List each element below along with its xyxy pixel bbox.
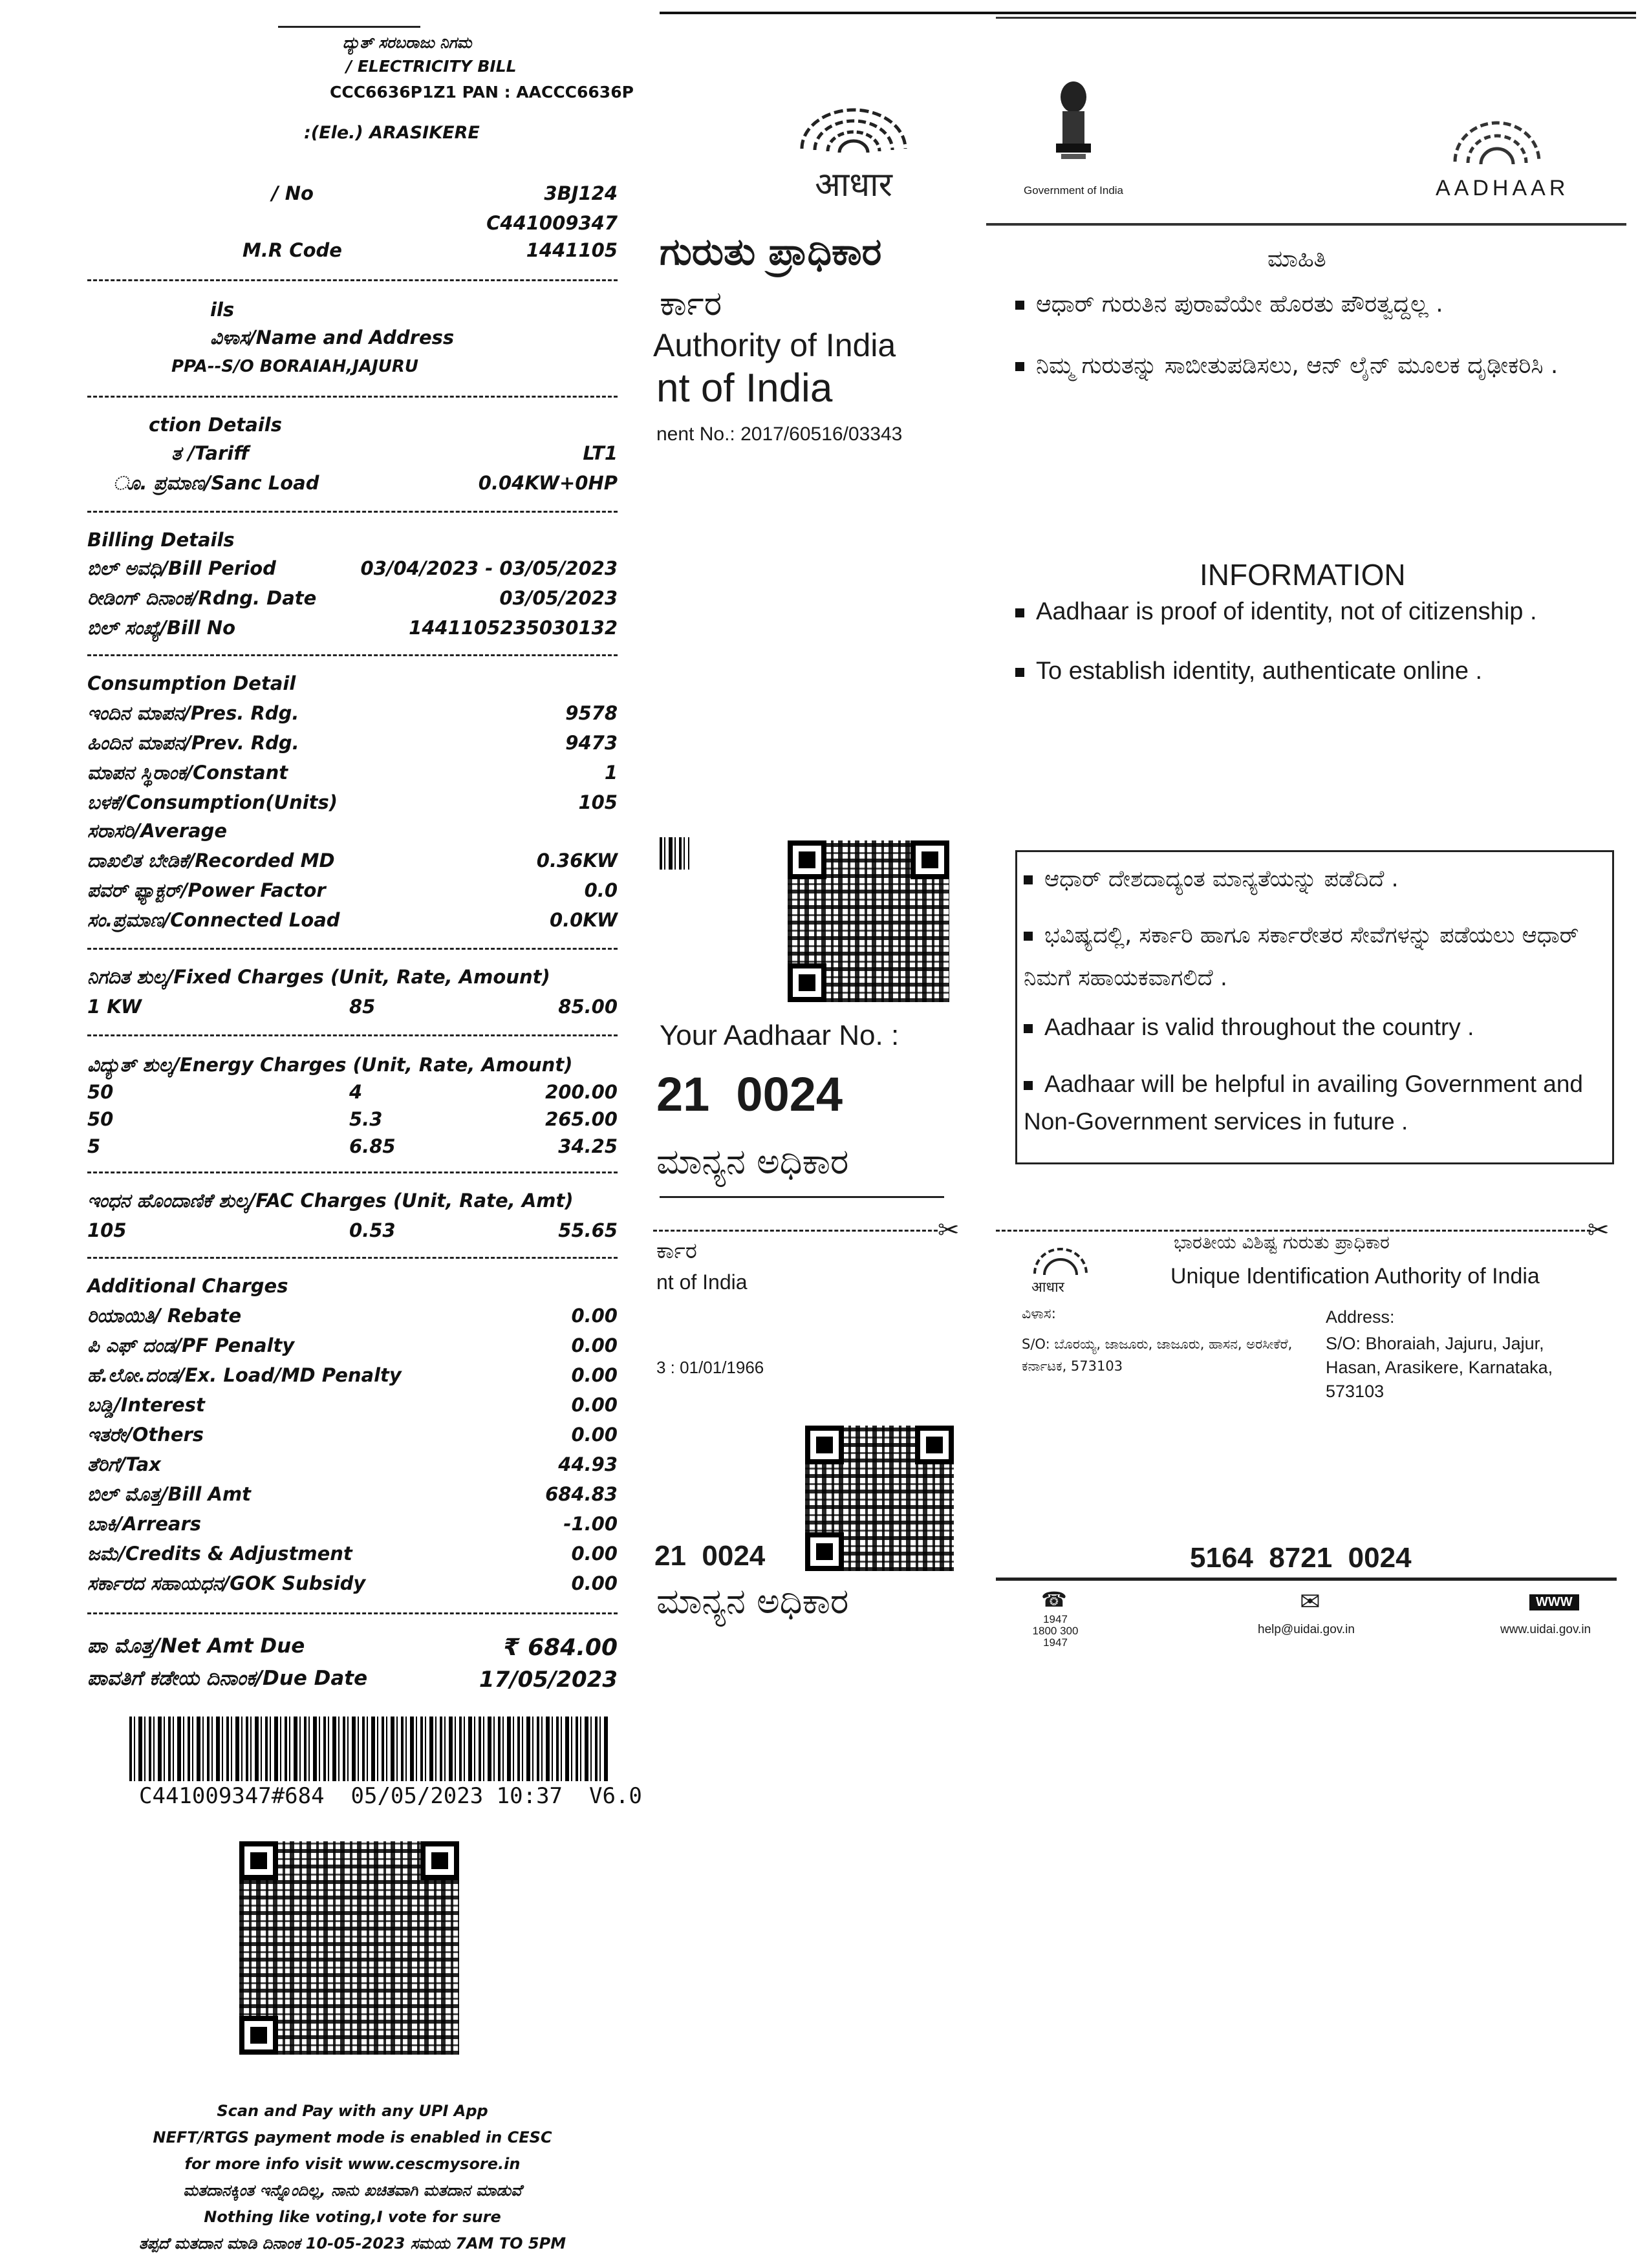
present-reading-label: ಇಂದಿನ ಮಾಪನ/Pres. Rdg. xyxy=(87,702,299,724)
qr-finder xyxy=(805,1426,844,1464)
connected-load-value: 0.0KW xyxy=(549,909,618,931)
aadhaar-fingerprint-icon xyxy=(782,97,925,168)
connection-heading: ction Details xyxy=(149,414,282,436)
energy-row xyxy=(87,1108,618,1137)
bullet-icon xyxy=(1015,668,1024,677)
energy-amount: 265.00 xyxy=(545,1108,618,1130)
energy-rate: 6.85 xyxy=(349,1135,396,1157)
bill-no-label: ಬಿಲ್ ಸಂಖ್ಯೆ/Bill No xyxy=(87,617,236,639)
previous-reading-label: ಹಿಂದಿನ ಮಾಪನ/Prev. Rdg. xyxy=(87,732,299,754)
dob-partial: 3 : 01/01/1966 xyxy=(656,1358,764,1377)
gok-subsidy-label: ಸರ್ಕಾರದ ಸಹಾಯಧನ/GOK Subsidy xyxy=(87,1572,366,1594)
bullet-icon xyxy=(1015,608,1024,617)
mera-aadhaar-kn-lower xyxy=(656,1581,848,1622)
due-date-value: 17/05/2023 xyxy=(479,1667,618,1693)
others-label: ಇತರೇ/Others xyxy=(87,1424,204,1446)
company-name-kn: ದ್ಯುತ್ ಸರಬರಾಜು ನಿಗಮ xyxy=(343,34,472,52)
fac-charges-heading: ಇಂಧನ ಹೊಂದಾಣಿಕೆ ಶುಲ್ಕ/FAC Charges (Unit, Rate, Amt) xyxy=(87,1190,574,1212)
credits-label: ಜಮೆ/Credits & Adjustment xyxy=(87,1543,352,1565)
info-kn-item xyxy=(1015,346,1617,386)
mr-code-value: 1441105 xyxy=(526,239,618,261)
qr-finder xyxy=(239,2016,278,2055)
due-date-label: ಪಾವತಿಗೆ ಕಡೇಯ ದಿನಾಂಕ/Due Date xyxy=(87,1667,368,1690)
www-badge: WWW xyxy=(1529,1594,1579,1610)
ex-load-penalty-label: ಹೆ.ಲೋ.ದಂಡ/Ex. Load/MD Penalty xyxy=(87,1364,402,1386)
units-value: 105 xyxy=(578,791,618,813)
consumer-name: PPA--S/O BORAIAH,JAJURU xyxy=(171,357,419,376)
bullet-icon xyxy=(1024,875,1033,884)
ex-load-penalty-value: 0.00 xyxy=(571,1364,618,1386)
qr-finder xyxy=(420,1841,459,1880)
info-heading-en: INFORMATION xyxy=(1200,558,1406,592)
gok-subsidy-value: 0.00 xyxy=(571,1572,618,1594)
billing-heading: Billing Details xyxy=(87,529,235,551)
tariff-label: ತ /Tariff xyxy=(171,442,250,464)
phone-icon: ☎ xyxy=(1041,1588,1067,1611)
cut-line xyxy=(653,1230,938,1232)
power-factor-label: ಪವರ್ ಫ್ಯಾಕ್ಟರ್/Power Factor xyxy=(87,879,326,901)
separator xyxy=(87,1171,618,1173)
top-border-2 xyxy=(996,17,1636,19)
authority-name-en: Authority of India xyxy=(653,327,896,363)
bullet-icon xyxy=(1015,362,1024,371)
phone-numbers: 1947 1800 300 1947 xyxy=(1032,1613,1079,1649)
fac-amount: 55.65 xyxy=(558,1219,618,1241)
mera-aadhaar-kn-lower-text: ಮಾನ್ಯನ ಅಧಿಕಾರ xyxy=(656,1581,849,1621)
units-label: ಬಳಕೆ/Consumption(Units) xyxy=(87,791,338,813)
scissors-icon: ✂ xyxy=(1588,1216,1610,1245)
qr-finder xyxy=(239,1841,278,1880)
box-item xyxy=(1024,914,1593,1000)
qr-finder xyxy=(788,840,826,879)
separator xyxy=(87,1612,618,1614)
energy-amount: 200.00 xyxy=(545,1081,618,1103)
energy-unit: 5 xyxy=(87,1135,101,1157)
mera-aadhaar-kn: ಮಾನ್ಯನ ಅಧಿಕಾರ xyxy=(656,1141,849,1182)
tax-value: 44.93 xyxy=(558,1453,618,1475)
bill-footer xyxy=(84,2098,621,2257)
arrears-value: -1.00 xyxy=(563,1513,618,1535)
tax-label: ತೆರಿಗೆ/Tax xyxy=(87,1453,161,1475)
fac-rate: 0.53 xyxy=(349,1219,396,1241)
box-item xyxy=(1024,1014,1474,1041)
email-icon: ✉ xyxy=(1300,1589,1320,1616)
info-en-text: To establish identity, authenticate online . xyxy=(1036,658,1483,685)
info-en-text: Aadhaar is proof of identity, not of citizenship . xyxy=(1036,598,1537,625)
qr-finder xyxy=(911,840,949,879)
footer-line: NEFT/RTGS payment mode is enabled in CESC xyxy=(153,2128,552,2146)
footer-line: ಮತದಾನಕ್ಕಿಂತ ಇನ್ನೊಂದಿಲ್ಲ, ನಾನು ಖಚಿತವಾಗಿ ಮತದಾನ ಮಾಡುವೆ xyxy=(183,2181,522,2199)
footer-line: for more info visit www.cescmysore.in xyxy=(184,2155,521,2173)
recorded-md-value: 0.36KW xyxy=(536,850,618,872)
bullet-icon xyxy=(1024,1081,1033,1090)
card-barcode-fragment xyxy=(660,837,689,870)
scissors-icon: ✂ xyxy=(938,1216,960,1245)
separator xyxy=(87,948,618,950)
aadhaar-logo-english: AADHAAR xyxy=(1436,176,1569,200)
uidai-name-kn: ಭಾರತೀಯ ವಿಶಿಷ್ಟ ಗುರುತು ಪ್ರಾಧಿಕಾರ xyxy=(1174,1232,1390,1253)
present-reading-value: 9578 xyxy=(565,702,618,724)
gst-pan: CCC6636P1Z1 PAN : AACCC6636P xyxy=(330,83,634,102)
rebate-value: 0.00 xyxy=(571,1305,618,1327)
constant-label: ಮಾಪನ ಸ್ಥಿರಾಂಕ/Constant xyxy=(87,762,288,784)
bill-period-value: 03/04/2023 - 03/05/2023 xyxy=(360,557,618,579)
fac-unit: 105 xyxy=(87,1219,127,1241)
info-kn-item xyxy=(1015,291,1623,318)
qr-finder xyxy=(805,1532,844,1571)
account-id: C441009347 xyxy=(486,212,618,234)
tariff-value: LT1 xyxy=(583,442,618,464)
interest-label: ಬಡ್ಡಿ/Interest xyxy=(87,1394,205,1416)
reading-date-label: ರೀಡಿಂಗ್ ದಿನಾಂಕ/Rdng. Date xyxy=(87,587,317,609)
govt-of-india-caption: Government of India xyxy=(1023,184,1124,197)
footer-line: Nothing like voting,I vote for sure xyxy=(204,2208,501,2226)
uidai-name-en: Unique Identification Authority of India xyxy=(1170,1264,1540,1289)
qr-finder xyxy=(788,963,826,1002)
fixed-amount: 85.00 xyxy=(558,996,618,1018)
address-kn: S/O: ಬೊರಯ್ಯ, ಜಾಜೂರು, ಜಾಜೂರು, ಹಾಸನ, ಅರಸೀಕೆರೆ, ಕರ್ನಾಟಕ, 573103 xyxy=(1022,1336,1293,1374)
box-item-text: Aadhaar is valid throughout the country . xyxy=(1044,1014,1474,1040)
energy-row xyxy=(87,1135,618,1164)
interest-value: 0.00 xyxy=(571,1394,618,1416)
pf-penalty-value: 0.00 xyxy=(571,1334,618,1356)
govt-name-en-lower: nt of India xyxy=(656,1270,748,1294)
top-divider xyxy=(278,26,420,28)
header-divider xyxy=(986,223,1626,226)
mr-code-label: M.R Code xyxy=(242,239,342,261)
constant-value: 1 xyxy=(604,762,618,784)
sanc-load-value: 0.04KW+0HP xyxy=(478,472,618,494)
bullet-icon xyxy=(1024,1024,1033,1033)
separator xyxy=(87,396,618,398)
bill-no-value: 1441105235030132 xyxy=(409,617,618,639)
energy-row xyxy=(87,1081,618,1109)
sanc-load-label: ೂ. ಪ್ರಮಾಣ/Sanc Load xyxy=(113,472,319,494)
energy-rate: 4 xyxy=(349,1081,363,1103)
additional-charges-heading: Additional Charges xyxy=(87,1275,288,1297)
connected-load-label: ಸಂ.ಪ್ರಮಾಣ/Connected Load xyxy=(87,909,340,931)
authority-name-kn: ಗುರುತು ಪ್ರಾಧಿಕಾರ xyxy=(660,230,882,273)
bill-amount-value: 684.83 xyxy=(545,1483,618,1505)
recorded-md-label: ದಾಖಲಿತ ಬೇಡಿಕೆ/Recorded MD xyxy=(87,850,335,872)
front-qr-code xyxy=(788,840,949,1002)
box-item-text: ಆಧಾರ್ ದೇಶದಾದ್ಯಂತ ಮಾನ್ಯತೆಯನ್ನು ಪಡೆದಿದೆ . xyxy=(1044,866,1399,892)
underline xyxy=(660,1196,944,1198)
lower-qr-code xyxy=(805,1426,954,1571)
separator xyxy=(87,1257,618,1259)
email-address: help@uidai.gov.in xyxy=(1258,1623,1355,1636)
aadhaar-number-partial: 21 0024 xyxy=(656,1067,843,1121)
separator xyxy=(87,279,618,281)
address-en: S/O: Bhoraiah, Jajuru, Jajur, Hasan, Arasikere, Karnataka, 573103 xyxy=(1326,1334,1553,1401)
validity-box xyxy=(1015,850,1614,1164)
fixed-rate: 85 xyxy=(349,996,376,1018)
account-no-value: 3BJ124 xyxy=(544,182,618,204)
govt-name-kn: ರ್ಕಾರ xyxy=(660,284,722,323)
aadhaar-logo-hindi: आधार xyxy=(815,166,892,204)
aadhaar-full-number: 5164 8721 0024 xyxy=(1190,1542,1412,1574)
power-factor-value: 0.0 xyxy=(584,879,618,901)
office-name: :(Ele.) ARASIKERE xyxy=(304,123,480,143)
address-label-en: Address: xyxy=(1326,1307,1395,1327)
bill-title: / ELECTRICITY BILL xyxy=(346,57,517,76)
separator xyxy=(87,654,618,656)
address-label-kn: ವಿಳಾಸ: xyxy=(1022,1306,1056,1322)
previous-reading-value: 9473 xyxy=(565,732,618,754)
box-item xyxy=(1024,866,1399,892)
energy-rate: 5.3 xyxy=(349,1108,383,1130)
enrolment-number: nent No.: 2017/60516/03343 xyxy=(656,423,903,445)
qr-finder xyxy=(915,1426,954,1464)
credits-value: 0.00 xyxy=(571,1543,618,1565)
account-no-label: / No xyxy=(272,182,314,204)
govt-name-en: nt of India xyxy=(656,366,833,411)
rebate-label: ರಿಯಾಯಿತಿ/ Rebate xyxy=(87,1305,242,1327)
your-aadhaar-label: Your Aadhaar No. : xyxy=(660,1020,900,1051)
footer-line: ತಪ್ಪದೆ ಮತದಾನ ಮಾಡಿ ದಿನಾಂಕ 10-05-2023 ಸಮಯ 7AM TO 5PM xyxy=(138,2234,566,2252)
energy-charges-heading: ವಿದ್ಯುತ್ ಶುಲ್ಕ/Energy Charges (Unit, Rate, Amount) xyxy=(87,1054,573,1076)
footer-divider xyxy=(996,1578,1617,1581)
top-border xyxy=(660,12,1636,14)
website-url: www.uidai.gov.in xyxy=(1500,1623,1591,1636)
fixed-charges-heading: ನಿಗದಿತ ಶುಲ್ಕ/Fixed Charges (Unit, Rate, Amount) xyxy=(87,966,550,988)
average-label: ಸರಾಸರಿ/Average xyxy=(87,820,228,842)
energy-unit: 50 xyxy=(87,1108,114,1130)
bill-amount-label: ಬಿಲ್ ಮೊತ್ತ/Bill Amt xyxy=(87,1483,252,1505)
info-en-item xyxy=(1015,598,1537,626)
consumption-heading: Consumption Detail xyxy=(87,672,296,694)
separator xyxy=(87,511,618,513)
govt-name-kn-lower: ರ್ಕಾರ xyxy=(656,1238,697,1264)
separator xyxy=(87,1034,618,1036)
fixed-unit: 1 KW xyxy=(87,996,142,1018)
emblem-icon xyxy=(1051,78,1096,175)
box-item xyxy=(1024,1065,1606,1140)
others-value: 0.00 xyxy=(571,1424,618,1446)
info-en-item xyxy=(1015,658,1482,685)
bill-barcode xyxy=(129,1717,608,1781)
energy-amount: 34.25 xyxy=(558,1135,618,1157)
barcode-text: C441009347#684 05/05/2023 10:37 V6.0 xyxy=(139,1783,642,1809)
bullet-icon xyxy=(1024,932,1033,941)
info-heading-kn: ಮಾಹಿತಿ xyxy=(1267,246,1326,272)
uidai-logo-text xyxy=(1031,1277,1064,1296)
pf-penalty-label: ಪಿ ಎಫ್ ದಂಡ/PF Penalty xyxy=(87,1334,295,1356)
net-amount-value: ₹ 684.00 xyxy=(503,1634,618,1661)
footer-line: Scan and Pay with any UPI App xyxy=(217,2102,488,2120)
info-kn-text: ನಿಮ್ಮ ಗುರುತನ್ನು ಸಾಬೀತುಪಡಿಸಲು, ಆನ್ ಲೈನ್ ಮೂಲಕ ದೃಢೀಕರಿಸಿ . xyxy=(1036,352,1558,379)
name-address-label: ವಿಳಾಸ/Name and Address xyxy=(210,326,455,348)
box-item-text: Aadhaar will be helpful in availing Government and Non-Government services in future . xyxy=(1024,1071,1584,1135)
reading-date-value: 03/05/2023 xyxy=(499,587,618,609)
net-amount-label: ಪಾ ಮೊತ್ತ/Net Amt Due xyxy=(87,1634,305,1658)
upi-qr-code xyxy=(239,1841,459,2055)
consumer-heading: ils xyxy=(210,299,235,321)
box-item-text: ಭವಿಷ್ಯದಲ್ಲಿ, ಸರ್ಕಾರಿ ಹಾಗೂ ಸರ್ಕಾರೇತರ ಸೇವೆಗಳನ್ನು ಪಡೆಯಲು ಆಧಾರ್ ನಿಮಗೆ ಸಹಾಯಕವಾಗಲಿದೆ . xyxy=(1024,923,1579,991)
aadhaar-fingerprint-icon-right xyxy=(1442,103,1552,175)
uidai-logo-label: आधार xyxy=(1031,1279,1064,1296)
arrears-label: ಬಾಕಿ/Arrears xyxy=(87,1513,202,1535)
info-kn-text: ಆಧಾರ್ ಗುರುತಿನ ಪುರಾವೆಯೇ ಹೊರತು ಪೌರತ್ವದ್ದಲ್ಲ . xyxy=(1036,291,1443,317)
energy-unit: 50 xyxy=(87,1081,114,1103)
aadhaar-number-partial-lower: 21 0024 xyxy=(654,1540,766,1572)
bill-period-label: ಬಿಲ್ ಅವಧಿ/Bill Period xyxy=(87,557,276,579)
bullet-icon xyxy=(1015,301,1024,310)
